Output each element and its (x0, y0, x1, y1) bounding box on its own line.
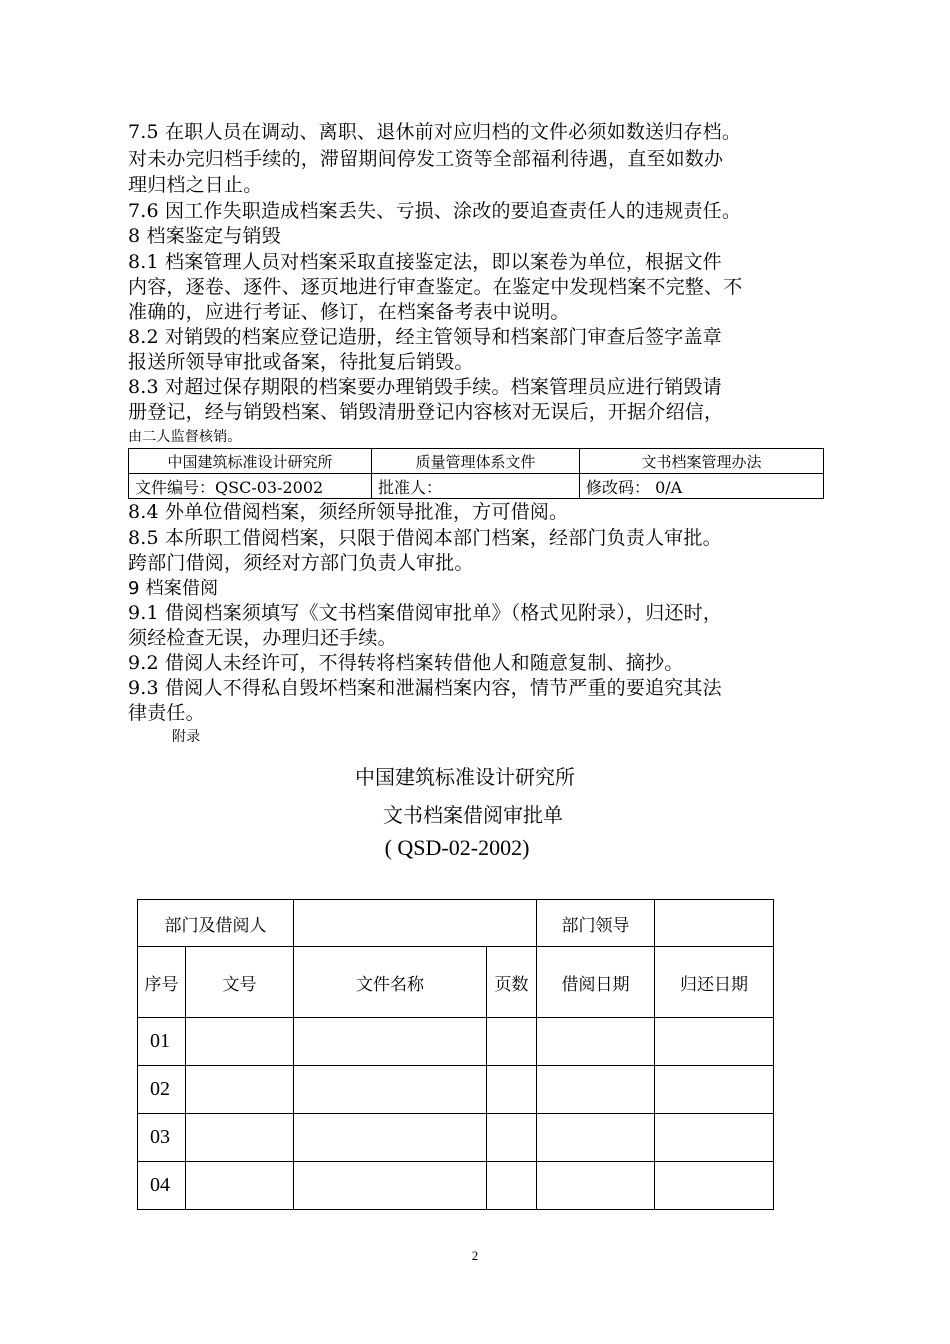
header-doc-title: 文书档案管理办法 (580, 449, 824, 474)
paragraph-9-2: 9.2 借阅人未经许可，不得转将档案转借他人和随意复制、摘抄。 (128, 652, 684, 674)
table-row (138, 1018, 774, 1066)
cell-return-date[interactable] (655, 1114, 774, 1162)
cell-doc-name[interactable] (294, 1114, 487, 1162)
dept-borrower-label: 部门及借阅人 (138, 900, 294, 947)
header-revision: 修改码： 0/A (580, 474, 824, 499)
paragraph-9-1-line2: 须经检查无误，办理归还手续。 (128, 627, 397, 649)
cell-pages[interactable] (487, 1114, 537, 1162)
appendix-label: 附录 (172, 729, 201, 745)
cell-pages[interactable] (487, 1066, 537, 1114)
paragraph-8-5-line1: 8.5 本所职工借阅档案，只限于借阅本部门档案，经部门负责人审批。 (128, 527, 722, 549)
cell-doc-no[interactable] (186, 1162, 294, 1210)
table-row-department (138, 900, 774, 947)
row-number: 04 (138, 1162, 186, 1210)
cell-borrow-date[interactable] (537, 1018, 655, 1066)
column-header-borrow-date: 借阅日期 (537, 947, 655, 1018)
column-header-doc-no: 文号 (186, 947, 294, 1018)
cell-doc-no[interactable] (186, 1018, 294, 1066)
row-number: 01 (138, 1018, 186, 1066)
header-row-2 (129, 474, 824, 499)
paragraph-8-2-line2: 报送所领导审批或备案，待批复后销毁。 (128, 351, 474, 373)
cell-doc-no[interactable] (186, 1114, 294, 1162)
dept-borrower-value[interactable] (294, 900, 537, 947)
cell-return-date[interactable] (655, 1162, 774, 1210)
paragraph-8-5-line2: 跨部门借阅，须经对方部门负责人审批。 (128, 552, 474, 574)
form-code: ( QSD-02-2002) (384, 835, 530, 860)
form-title: 文书档案借阅审批单 (383, 803, 563, 827)
cell-borrow-date[interactable] (537, 1162, 655, 1210)
paragraph-8-3-line2: 册登记，经与销毁档案、销毁清册登记内容核对无误后，开据介绍信， (128, 401, 724, 423)
cell-pages[interactable] (487, 1018, 537, 1066)
column-header-doc-name: 文件名称 (294, 947, 487, 1018)
dept-leader-label: 部门领导 (537, 900, 655, 947)
header-org: 中国建筑标准设计研究所 (129, 449, 372, 474)
header-system: 质量管理体系文件 (372, 449, 580, 474)
table-row (138, 1114, 774, 1162)
cell-borrow-date[interactable] (537, 1066, 655, 1114)
column-header-seq: 序号 (138, 947, 186, 1018)
paragraph-7-5-line1: 7.5 在职人员在调动、离职、退休前对应归档的文件必须如数送归存档。 (128, 121, 742, 143)
cell-doc-name[interactable] (294, 1018, 487, 1066)
header-doc-no: 文件编号：QSC-03-2002 (129, 474, 372, 499)
cell-doc-no[interactable] (186, 1066, 294, 1114)
header-approver: 批准人： (372, 474, 580, 499)
paragraph-7-5-line2: 对未办完归档手续的，滞留期间停发工资等全部福利待遇，直至如数办 (128, 148, 724, 170)
paragraph-8-1-line1: 8.1 档案管理人员对档案采取直接鉴定法，即以案卷为单位，根据文件 (128, 251, 722, 273)
paragraph-7-5-line3: 理归档之日止。 (128, 174, 263, 196)
form-org-title: 中国建筑标准设计研究所 (355, 765, 575, 789)
header-row-1 (129, 449, 824, 474)
paragraph-7-6: 7.6 因工作失职造成档案丢失、亏损、涂改的要追查责任人的违规责任。 (128, 200, 742, 222)
cell-pages[interactable] (487, 1162, 537, 1210)
paragraph-8-3-line3: 由二人监督核销。 (128, 429, 242, 445)
document-header-table (128, 448, 824, 499)
section-8-heading: 8 档案鉴定与销毁 (128, 225, 281, 247)
cell-return-date[interactable] (655, 1018, 774, 1066)
paragraph-8-2-line1: 8.2 对销毁的档案应登记造册，经主管领导和档案部门审查后签字盖章 (128, 326, 722, 348)
column-header-return-date: 归还日期 (655, 947, 774, 1018)
table-header-row (138, 947, 774, 1018)
paragraph-9-3-line1: 9.3 借阅人不得私自毁坏档案和泄漏档案内容，情节严重的要追究其法 (128, 677, 722, 699)
paragraph-8-4: 8.4 外单位借阅档案，须经所领导批准，方可借阅。 (128, 501, 569, 523)
table-row (138, 1162, 774, 1210)
paragraph-8-1-line2: 内容，逐卷、逐件、逐页地进行审查鉴定。在鉴定中发现档案不完整、不 (128, 276, 743, 298)
cell-doc-name[interactable] (294, 1162, 487, 1210)
paragraph-8-1-line3: 准确的，应进行考证、修订，在档案备考表中说明。 (128, 301, 570, 323)
paragraph-9-3-line2: 律责任。 (128, 702, 205, 724)
table-row (138, 1066, 774, 1114)
row-number: 02 (138, 1066, 186, 1114)
borrow-approval-table (137, 899, 774, 1210)
paragraph-8-3-line1: 8.3 对超过保存期限的档案要办理销毁手续。档案管理员应进行销毁请 (128, 376, 722, 398)
column-header-pages: 页数 (487, 947, 537, 1018)
row-number: 03 (138, 1114, 186, 1162)
cell-return-date[interactable] (655, 1066, 774, 1114)
dept-leader-value[interactable] (655, 900, 774, 947)
cell-doc-name[interactable] (294, 1066, 487, 1114)
cell-borrow-date[interactable] (537, 1114, 655, 1162)
section-9-heading: 9 档案借阅 (128, 578, 219, 599)
page-number: 2 (471, 1248, 479, 1263)
paragraph-9-1-line1: 9.1 借阅档案须填写《文书档案借阅审批单》（格式见附录），归还时， (128, 602, 723, 624)
